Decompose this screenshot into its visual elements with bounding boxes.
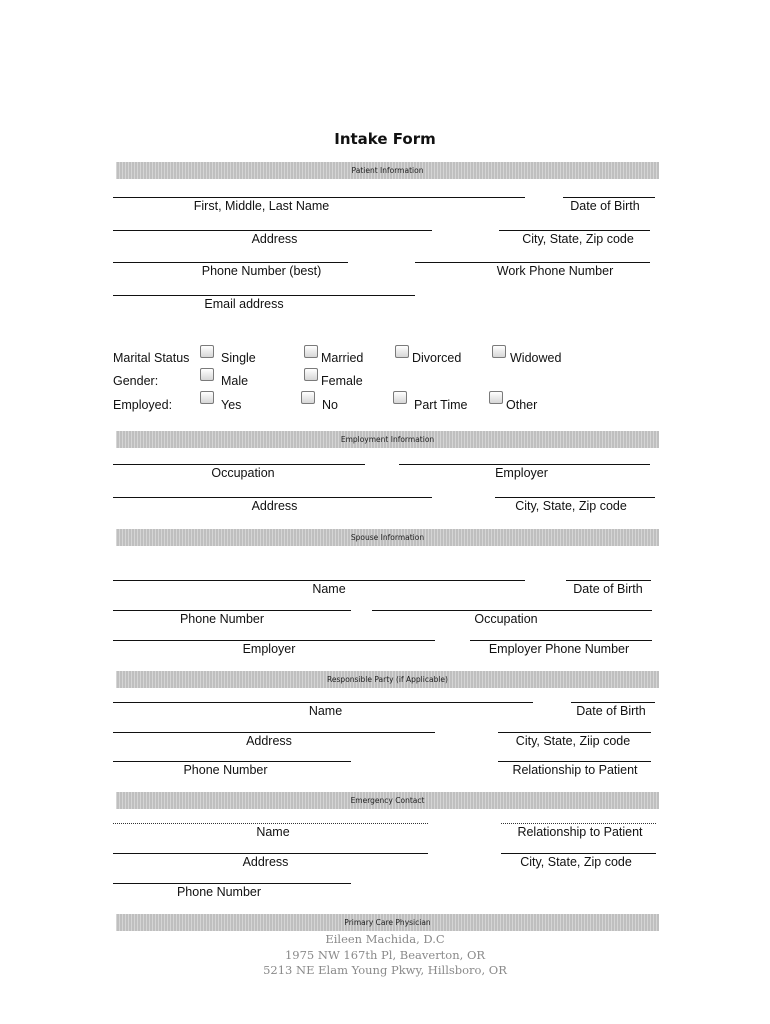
- employment-city-line[interactable]: [495, 497, 655, 498]
- responsible-name-label: Name: [308, 704, 343, 718]
- responsible-relationship-line[interactable]: [498, 761, 651, 762]
- form-title: Intake Form: [334, 130, 436, 148]
- checkbox-male[interactable]: [200, 368, 214, 381]
- spouse-name-line[interactable]: [113, 580, 525, 581]
- emergency-name-line[interactable]: [113, 823, 428, 824]
- gender-label: Gender:: [113, 374, 159, 388]
- option-yes-label: Yes: [221, 398, 242, 412]
- employment-address-line[interactable]: [113, 497, 432, 498]
- patient-email-line[interactable]: [113, 295, 415, 296]
- section-header-patient: Patient Information: [116, 162, 659, 179]
- emergency-city-label: City, State, Zip code: [520, 855, 632, 869]
- emergency-phone-label: Phone Number: [176, 885, 262, 899]
- section-header-physician: Primary Care Physician: [116, 914, 659, 931]
- spouse-dob-line[interactable]: [566, 580, 651, 581]
- checkbox-single[interactable]: [200, 345, 214, 358]
- emergency-phone-line[interactable]: [113, 883, 351, 884]
- option-single-label: Single: [221, 351, 256, 365]
- emergency-relationship-line[interactable]: [501, 823, 656, 824]
- responsible-address-label: Address: [246, 734, 292, 748]
- responsible-phone-label: Phone Number: [183, 763, 268, 777]
- checkbox-no[interactable]: [301, 391, 315, 404]
- responsible-city-label: City, State, Ziip code: [515, 734, 631, 748]
- patient-city-line[interactable]: [499, 230, 650, 231]
- section-header-spouse: Spouse Information: [116, 529, 659, 546]
- marital-status-label: Marital Status: [113, 351, 190, 365]
- responsible-city-line[interactable]: [498, 732, 651, 733]
- spouse-occupation-label: Occupation: [474, 612, 538, 626]
- employment-employer-label: Employer: [495, 466, 548, 480]
- section-header-emergency: Emergency Contact: [116, 792, 659, 809]
- patient-phone-label: Phone Number (best): [201, 264, 322, 278]
- option-no-label: No: [322, 398, 338, 412]
- patient-dob-line[interactable]: [563, 197, 655, 198]
- spouse-employer-phone-line[interactable]: [470, 640, 652, 641]
- employed-label: Employed:: [113, 398, 173, 412]
- checkbox-female[interactable]: [304, 368, 318, 381]
- patient-address-line[interactable]: [113, 230, 432, 231]
- emergency-address-line[interactable]: [113, 853, 428, 854]
- employment-address-label: Address: [251, 499, 298, 513]
- spouse-occupation-line[interactable]: [372, 610, 652, 611]
- employment-city-label: City, State, Zip code: [515, 499, 627, 513]
- spouse-employer-line[interactable]: [113, 640, 435, 641]
- employment-occupation-line[interactable]: [113, 464, 365, 465]
- section-header-responsible: Responsible Party (if Applicable): [116, 671, 659, 688]
- physician-address-beaverton: 1975 NW 167th Pl, Beaverton, OR: [284, 948, 486, 962]
- spouse-employer-label: Employer: [242, 642, 296, 656]
- spouse-phone-line[interactable]: [113, 610, 351, 611]
- spouse-employer-phone-label: Employer Phone Number: [488, 642, 630, 656]
- physician-address-hillsboro: 5213 NE Elam Young Pkwy, Hillsboro, OR: [263, 963, 507, 977]
- patient-address-label: Address: [251, 232, 298, 246]
- patient-city-label: City, State, Zip code: [522, 232, 634, 246]
- patient-email-label: Email address: [204, 297, 284, 311]
- spouse-dob-label: Date of Birth: [573, 582, 643, 596]
- employment-employer-line[interactable]: [399, 464, 650, 465]
- responsible-address-line[interactable]: [113, 732, 435, 733]
- option-married-label: Married: [321, 351, 364, 365]
- checkbox-other[interactable]: [489, 391, 503, 404]
- checkbox-part-time[interactable]: [393, 391, 407, 404]
- checkbox-married[interactable]: [304, 345, 318, 358]
- emergency-address-label: Address: [242, 855, 289, 869]
- option-female-label: Female: [321, 374, 363, 388]
- responsible-phone-line[interactable]: [113, 761, 351, 762]
- spouse-phone-label: Phone Number: [179, 612, 265, 626]
- option-divorced-label: Divorced: [412, 351, 462, 365]
- responsible-relationship-label: Relationship to Patient: [512, 763, 638, 777]
- patient-name-line[interactable]: [113, 197, 525, 198]
- responsible-dob-line[interactable]: [571, 702, 655, 703]
- spouse-name-label: Name: [312, 582, 346, 596]
- option-part-time-label: Part Time: [414, 398, 468, 412]
- patient-dob-label: Date of Birth: [570, 199, 640, 213]
- option-widowed-label: Widowed: [510, 351, 562, 365]
- patient-work-phone-label: Work Phone Number: [496, 264, 614, 278]
- checkbox-yes[interactable]: [200, 391, 214, 404]
- responsible-dob-label: Date of Birth: [576, 704, 646, 718]
- section-header-employment: Employment Information: [116, 431, 659, 448]
- patient-phone-line[interactable]: [113, 262, 348, 263]
- option-male-label: Male: [221, 374, 249, 388]
- checkbox-widowed[interactable]: [492, 345, 506, 358]
- emergency-name-label: Name: [256, 825, 290, 839]
- patient-name-label: First, Middle, Last Name: [193, 199, 330, 213]
- employment-occupation-label: Occupation: [211, 466, 275, 480]
- checkbox-divorced[interactable]: [395, 345, 409, 358]
- responsible-name-line[interactable]: [113, 702, 533, 703]
- physician-name: Eileen Machida, D.C: [325, 932, 445, 946]
- emergency-relationship-label: Relationship to Patient: [517, 825, 643, 839]
- patient-work-phone-line[interactable]: [415, 262, 650, 263]
- emergency-city-line[interactable]: [501, 853, 656, 854]
- option-other-label: Other: [506, 398, 538, 412]
